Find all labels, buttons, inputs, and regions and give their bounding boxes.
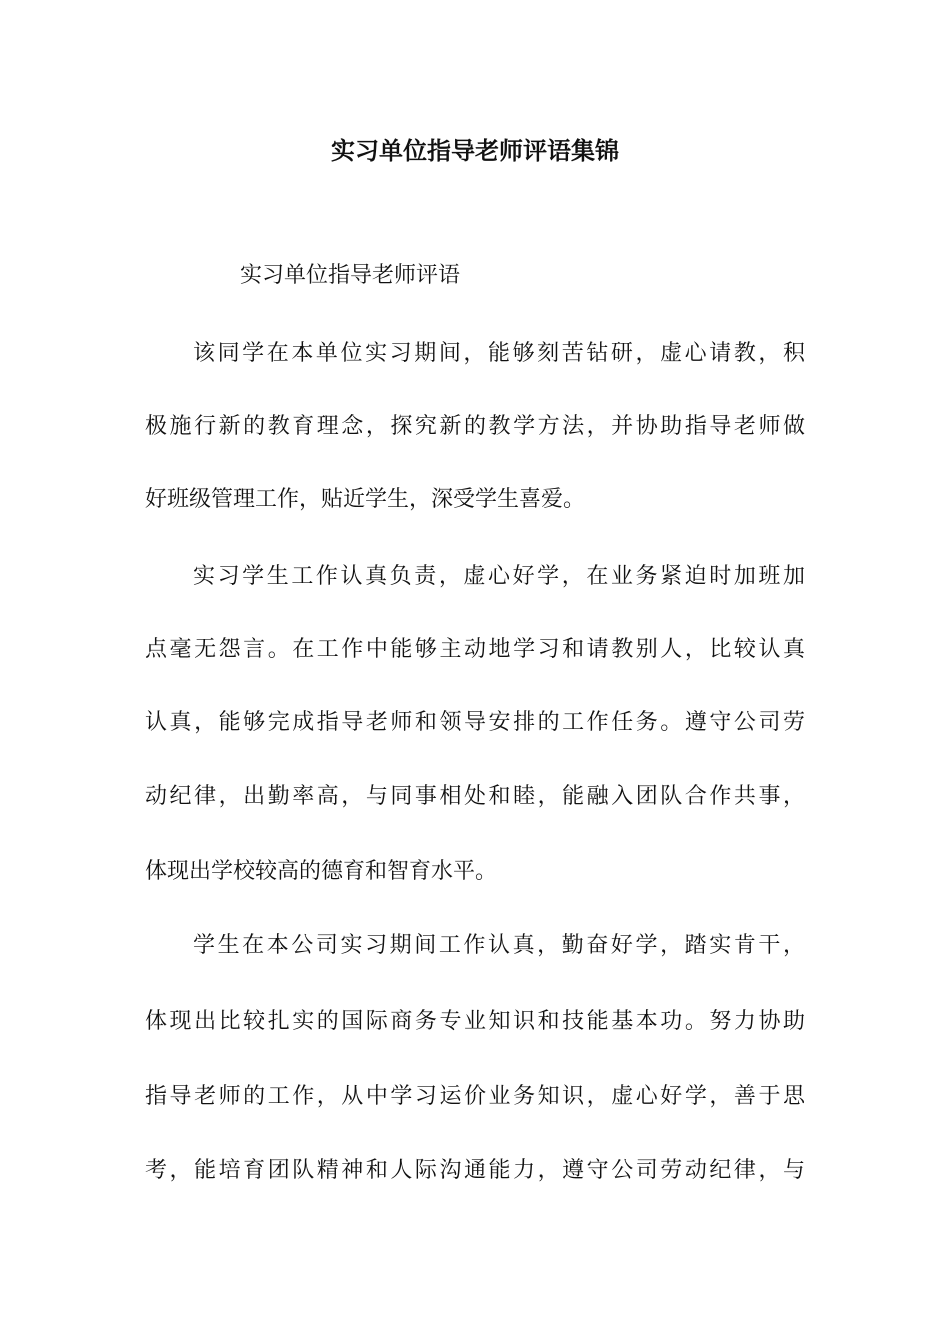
paragraph-line: 点毫无怨言。在工作中能够主动地学习和请教别人，比较认真 xyxy=(145,637,805,662)
document-title: 实习单位指导老师评语集锦 xyxy=(331,136,619,165)
paragraph-line: 学生在本公司实习期间工作认真，勤奋好学，踏实肯干， xyxy=(193,933,805,958)
paragraph-line: 极施行新的教育理念，探究新的教学方法，并协助指导老师做 xyxy=(145,414,805,439)
paragraph-line: 好班级管理工作，贴近学生，深受学生喜爱。 xyxy=(145,487,586,512)
document-subtitle: 实习单位指导老师评语 xyxy=(240,263,461,288)
paragraph-line: 动纪律，出勤率高，与同事相处和睦，能融入团队合作共事， xyxy=(145,784,805,809)
paragraph-line: 该同学在本单位实习期间，能够刻苦钻研，虚心请教，积 xyxy=(193,341,805,366)
paragraph-line: 体现出学校较高的德育和智育水平。 xyxy=(145,859,498,884)
paragraph-line: 体现出比较扎实的国际商务专业知识和技能基本功。努力协助 xyxy=(145,1009,805,1034)
paragraph-line: 实习学生工作认真负责，虚心好学，在业务紧迫时加班加 xyxy=(193,564,805,589)
paragraph-line: 考，能培育团队精神和人际沟通能力，遵守公司劳动纪律，与 xyxy=(145,1158,805,1183)
paragraph-line: 认真，能够完成指导老师和领导安排的工作任务。遵守公司劳 xyxy=(145,710,805,735)
paragraph-line: 指导老师的工作，从中学习运价业务知识，虚心好学，善于思 xyxy=(145,1084,805,1109)
